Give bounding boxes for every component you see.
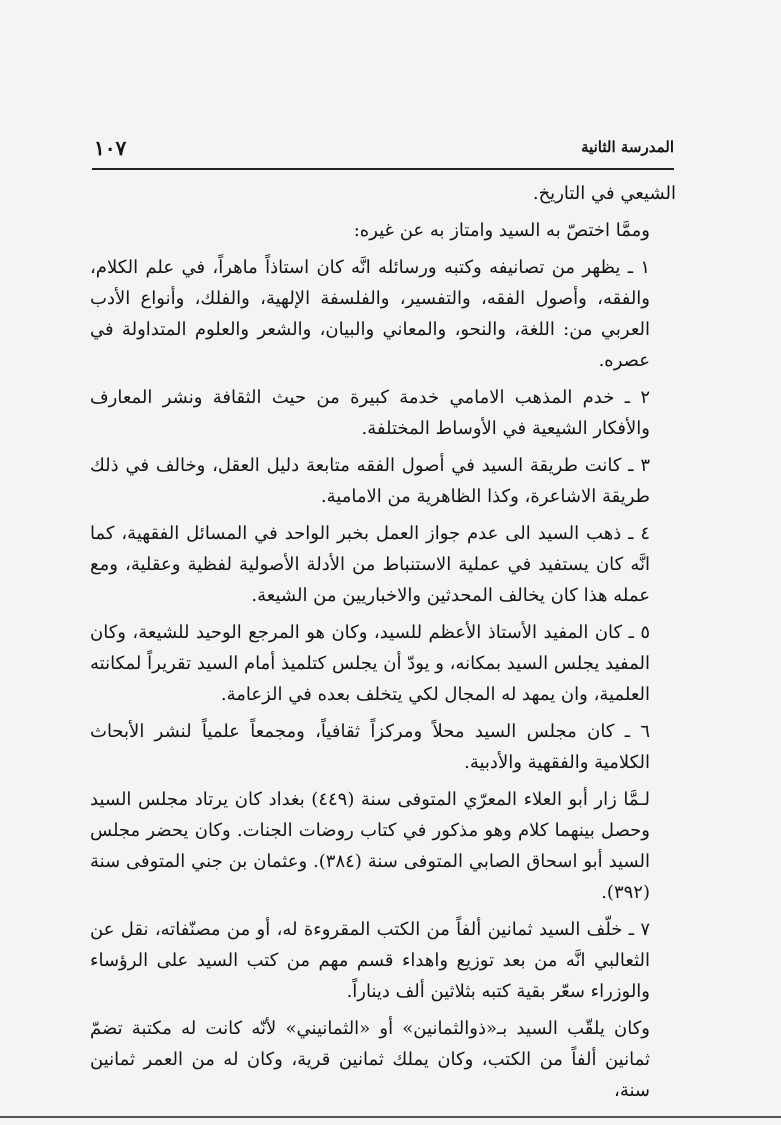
paragraph: ٤ ـ ذهب السيد الى عدم جواز العمل بخبر الواحد في المسائل الفقهية، كما انَّه كان يستفيد في عملية الاستنباط من الأدلة الأصولية لفظية وعقلية، ومع عمله هذا كان يخالف المحدثين والاخباريين من الشيعة. [90, 523, 650, 606]
paragraph: ٦ ـ كان مجلس السيد محلاً ومركزاً ثقافياً، ومجمعاً علمياً لنشر الأبحاث الكلامية والفقهية والأدبية. [90, 721, 650, 773]
paragraph: ٢ ـ خدم المذهب الامامي خدمة كبيرة من حيث الثقافة ونشر المعارف والأفكار الشيعية في الأوساط المختلفة. [90, 387, 650, 439]
paragraph: ٣ ـ كانت طريقة السيد في أصول الفقه متابعة دليل العقل، وخالف في ذلك طريقة الاشاعرة، وكذا الظاهرية من الامامية. [90, 455, 650, 507]
paragraph: ١ ـ يظهر من تصانيفه وكتبه ورسائله انَّه كان استاذاً ماهراً، في علم الكلام، والفقه، وأصول الفقه، والتفسير، والفلسفة الإلهية، والفلك، وأنواع الأدب العربي من: اللغة، والنحو، والمعاني والبيان، والشعر والعلوم المتداولة في عصره. [90, 257, 650, 371]
page-number: ١٠٧ [94, 136, 127, 160]
bottom-rule [0, 1116, 781, 1118]
paragraph: ٥ ـ كان المفيد الأستاذ الأعظم للسيد، وكان هو المرجع الوحيد للشيعة، وكان المفيد يجلس السيد بمكانه، و يودّ أن يجلس كتلميذ أمام السيد تقريراً لمكانته العلمية، وان يمهد له المجال لكي يتخلف بعده في الزعامة. [90, 622, 650, 705]
paragraph: وكان يلقّب السيد بـ«ذوالثمانين» أو «الثمانيني» لأنّه كانت له مكتبة تضمّ ثمانين ألفاً من الكتب، وكان يملك ثمانين قرية، وكان له من العمر ثمانين سنة، [90, 1018, 650, 1101]
page-header [92, 128, 674, 170]
paragraph: وممَّا اختصّ به السيد وامتاز به عن غيره: [353, 220, 650, 241]
paragraph: لـمَّا زار أبو العلاء المعرّي المتوفى سنة (٤٤٩) بغداد كان يرتاد مجلس السيد وحصل بينهما كلام وهو مذكور في كتاب روضات الجنات. وكان يحضر مجلس السيد أبو اسحاق الصابي المتوفى سنة (٣٨٤). وعثمان بن جني المتوفى سنة (٣٩٢). [90, 789, 650, 903]
paragraph: ٧ ـ خلّف السيد ثمانين ألفاً من الكتب المقروءة له، أو من مصنّفاته، نقل عن الثعالبي انَّه من بعد توزيع واهداء قسم مهم من كتب السيد على الرؤساء والوزراء سعّر بقية كتبه بثلاثين ألف ديناراً. [90, 919, 650, 1002]
paragraph: الشيعي في التاريخ. [532, 183, 676, 204]
running-title: المدرسة الثانية [581, 138, 674, 156]
page-body [90, 178, 676, 1112]
